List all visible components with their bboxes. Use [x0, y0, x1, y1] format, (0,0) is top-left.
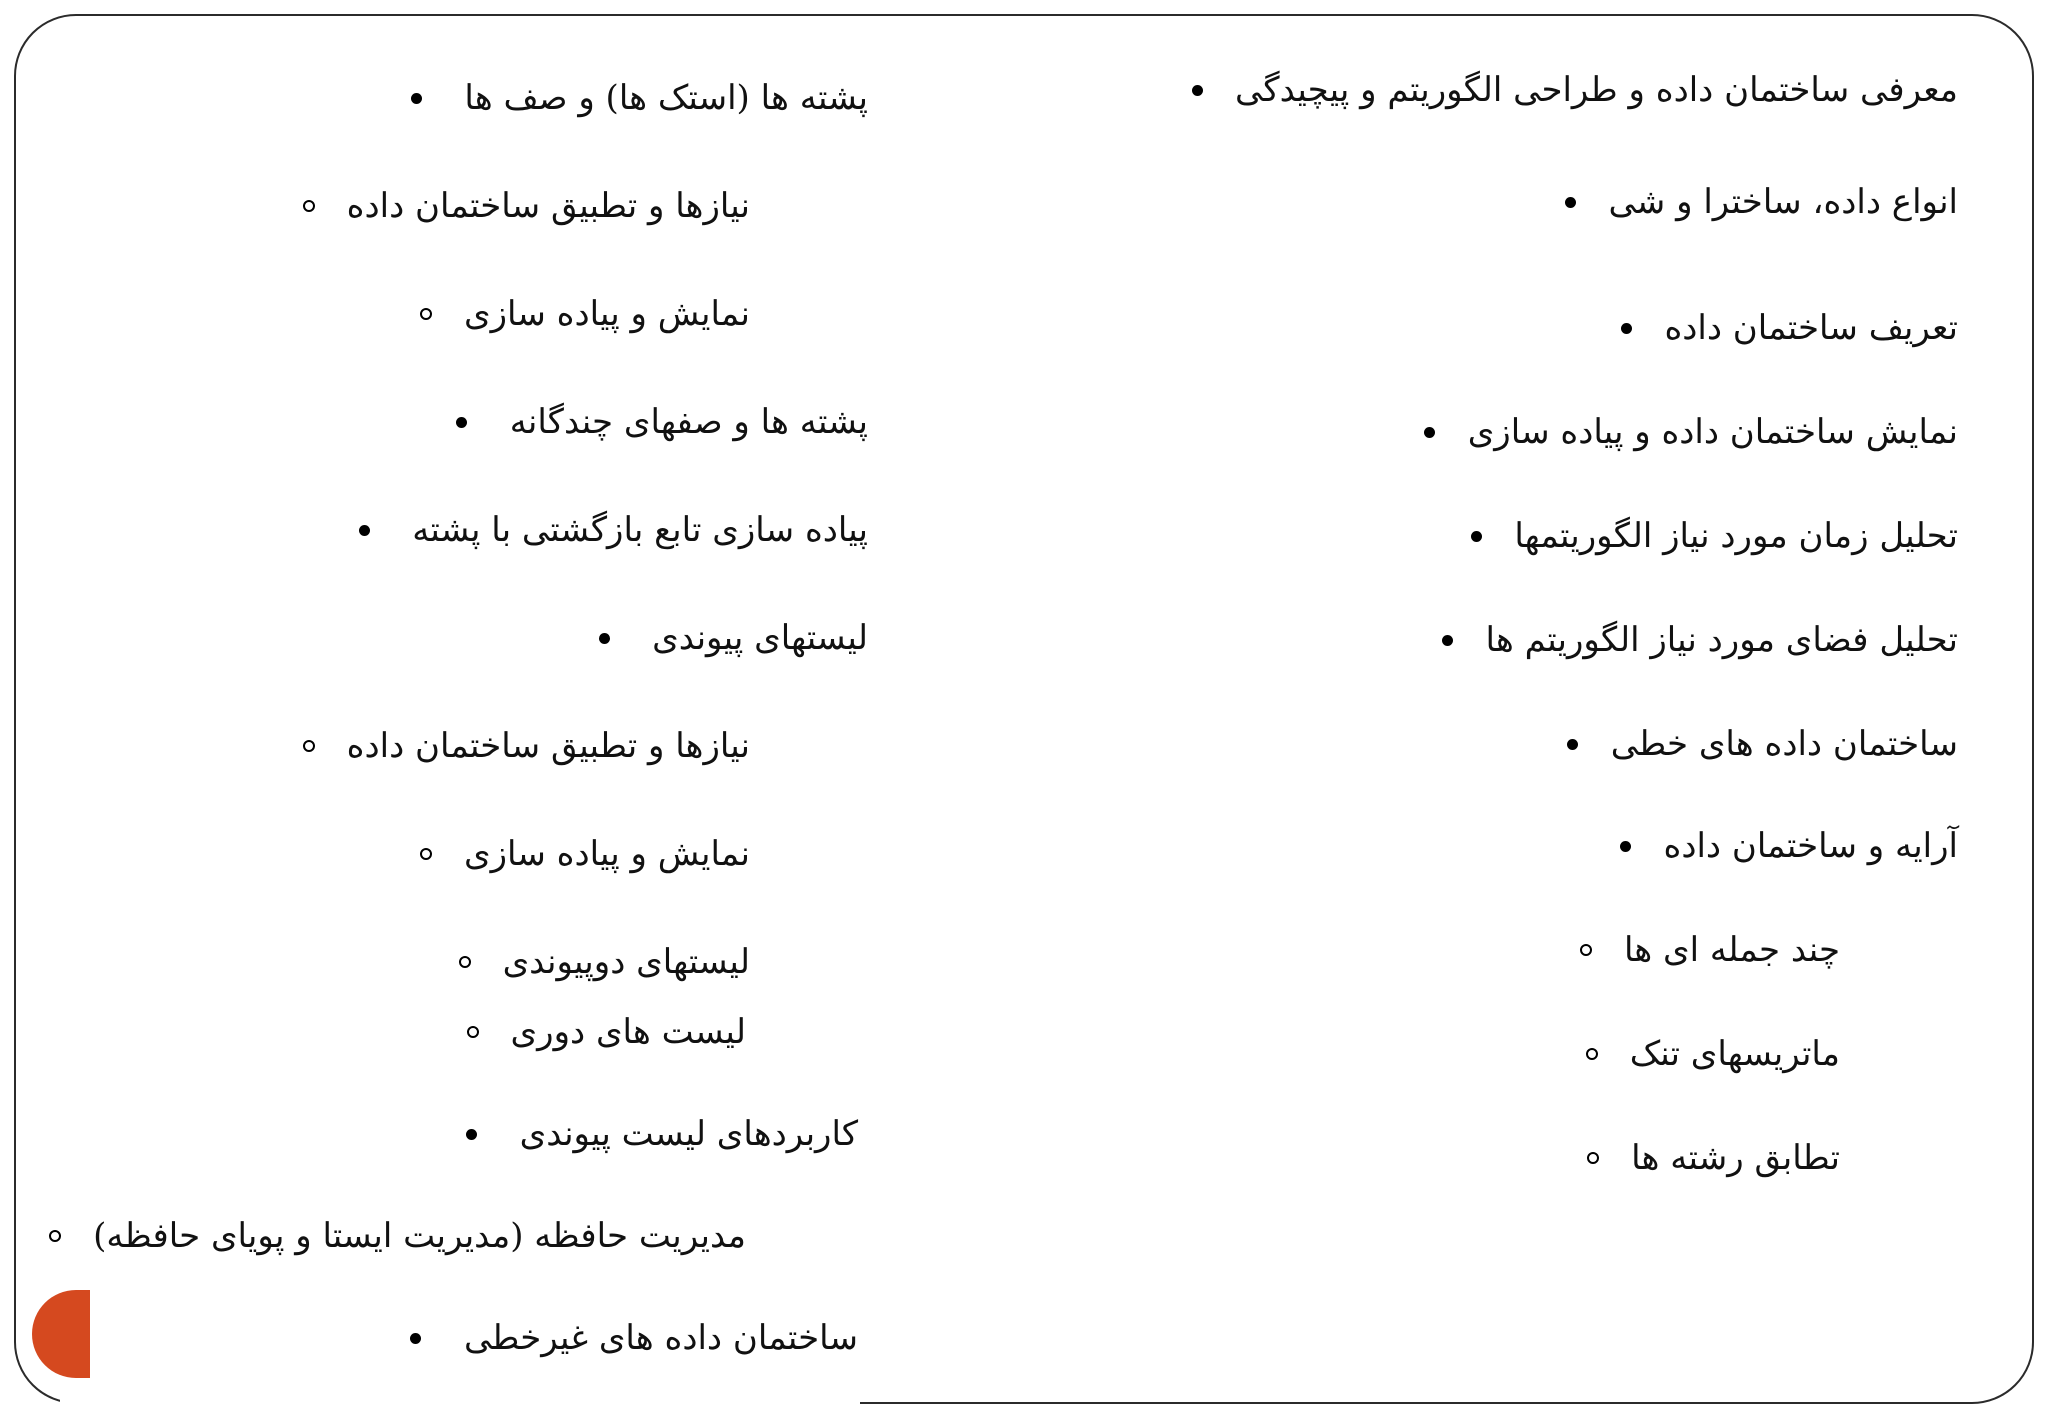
list-item	[406, 1316, 858, 1360]
list-item-label: لیستهای پیوندی	[652, 618, 868, 658]
list-item-label: پشته ها و صفهای چندگانه	[509, 402, 868, 442]
list-item-label: مدیریت حافظه (مدیریت ایستا و پویای حافظه)	[93, 1216, 746, 1256]
list-item	[1616, 306, 1958, 350]
list-item-label: لیستهای دوپیوندی	[502, 942, 750, 982]
list-item	[1420, 410, 1958, 454]
bullet-icon	[1420, 410, 1440, 454]
list-item-label: معرفی ساختمان داده و طراحی الگوریتم و پیچیدگی	[1235, 70, 1958, 110]
list-item-label: آرایه و ساختمان داده	[1663, 826, 1958, 866]
bullet-icon	[462, 1112, 482, 1156]
bullet-icon	[1616, 306, 1636, 350]
list-item	[45, 1214, 746, 1258]
list-item-label: کاربردهای لیست پیوندی	[519, 1114, 858, 1154]
circle-bullet-icon	[1582, 1032, 1602, 1076]
list-item-label: تحلیل فضای مورد نیاز الگوریتم ها	[1485, 620, 1958, 660]
list-item-label: انواع داده، ساخترا و شی	[1608, 182, 1958, 222]
list-item	[299, 724, 750, 768]
bullet-icon	[1187, 68, 1207, 112]
bullet-icon	[406, 76, 426, 120]
list-item-label: نمایش ساختمان داده و پیاده سازی	[1467, 412, 1958, 452]
list-item-label: نمایش و پیاده سازی	[463, 834, 750, 874]
bullet-icon	[1560, 180, 1580, 224]
circle-bullet-icon	[1576, 928, 1596, 972]
circle-bullet-icon	[455, 940, 475, 984]
list-item	[1582, 1032, 1840, 1076]
list-item	[1438, 618, 1958, 662]
list-item	[594, 616, 868, 660]
list-item	[1560, 180, 1958, 224]
list-item	[452, 400, 868, 444]
circle-bullet-icon	[463, 1010, 483, 1054]
list-item	[406, 76, 868, 120]
list-item	[354, 508, 868, 552]
circle-bullet-icon	[299, 184, 319, 228]
circle-bullet-icon	[416, 292, 436, 336]
list-item-label: تعریف ساختمان داده	[1664, 308, 1958, 348]
bullet-icon	[1438, 618, 1458, 662]
slide-frame-gap	[60, 1398, 860, 1410]
bullet-icon	[406, 1316, 426, 1360]
list-item	[1583, 1136, 1840, 1180]
list-item-label: نیازها و تطبیق ساختمان داده	[346, 726, 750, 766]
list-item	[1563, 722, 1958, 766]
bullet-icon	[452, 400, 472, 444]
circle-bullet-icon	[1583, 1136, 1603, 1180]
list-item	[1187, 68, 1958, 112]
list-item-label: پشته ها (استک ها) و صف ها	[464, 78, 868, 118]
list-item	[462, 1112, 858, 1156]
bullet-icon	[594, 616, 614, 660]
list-item-label: نمایش و پیاده سازی	[463, 294, 750, 334]
list-item-label: ماتریسهای تنک	[1629, 1034, 1840, 1074]
list-item-label: ساختمان داده های خطی	[1610, 724, 1958, 764]
circle-bullet-icon	[299, 724, 319, 768]
circle-bullet-icon	[416, 832, 436, 876]
list-item-label: نیازها و تطبیق ساختمان داده	[346, 186, 750, 226]
list-item-label: تحلیل زمان مورد نیاز الگوریتمها	[1514, 516, 1958, 556]
list-item	[1576, 928, 1840, 972]
list-item	[1616, 824, 1959, 868]
list-item-label: لیست های دوری	[510, 1012, 746, 1052]
list-item	[416, 292, 750, 336]
list-item-label: ساختمان داده های غیرخطی	[463, 1318, 858, 1358]
list-item-label: پیاده سازی تابع بازگشتی با پشته	[412, 510, 868, 550]
list-item	[463, 1010, 746, 1054]
bullet-icon	[1466, 514, 1486, 558]
bullet-icon	[1563, 722, 1583, 766]
list-item-label: تطابق رشته ها	[1631, 1138, 1840, 1178]
list-item	[1466, 514, 1958, 558]
list-item	[455, 940, 750, 984]
list-item	[416, 832, 750, 876]
bullet-icon	[1616, 824, 1636, 868]
bullet-icon	[354, 508, 374, 552]
circle-bullet-icon	[45, 1214, 65, 1258]
list-item	[299, 184, 750, 228]
list-item-label: چند جمله ای ها	[1623, 930, 1840, 970]
